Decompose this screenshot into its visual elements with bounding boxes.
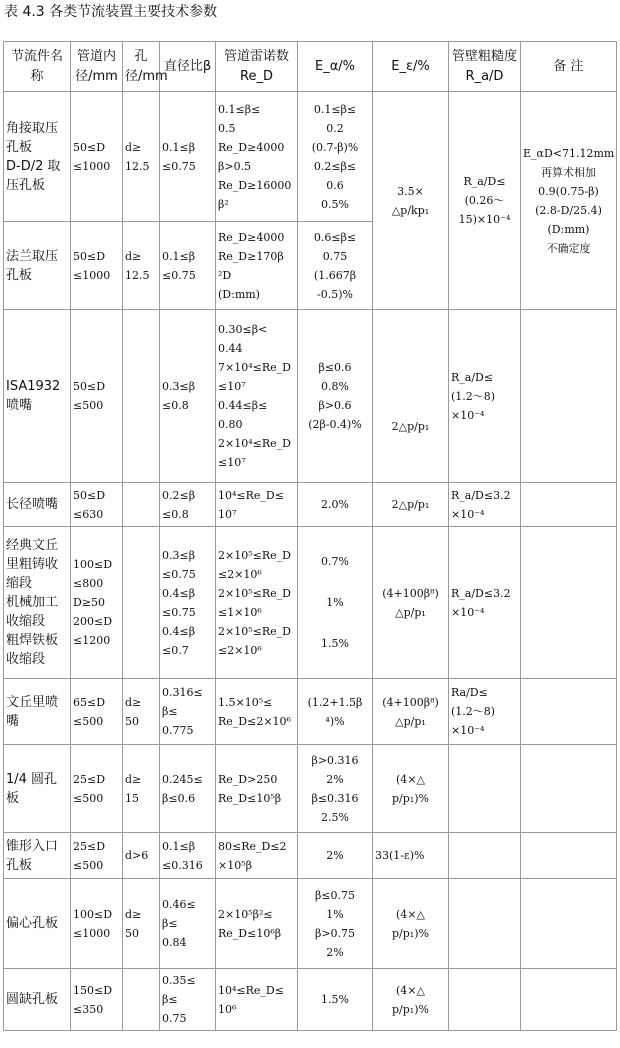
cell-roughness [449, 745, 521, 833]
cell-line: 15)×10⁻⁴ [458, 213, 511, 226]
cell-line: ≤2×10⁶ [218, 567, 262, 581]
cell-line: ≤500 [73, 791, 104, 805]
cell-line: (1.2+1.5β [307, 695, 363, 709]
cell-line: 0.44≤β≤ [218, 399, 268, 412]
cell-line: ≤1000 [73, 159, 111, 173]
cell-line: 1% [326, 907, 344, 921]
header-row [4, 42, 617, 92]
cell-e-epsilon [373, 833, 449, 879]
cell-line: 0.6 [326, 178, 344, 192]
cell-line: 0.7% [321, 555, 349, 568]
header-note: 备 注 [521, 42, 617, 92]
cell-note [521, 483, 617, 527]
cell-line: ×10⁻⁴ [451, 507, 485, 521]
header-reynolds: 管道雷诺数Re_D [216, 42, 298, 92]
cell-line: 压孔板 [6, 177, 46, 193]
cell-bore [123, 92, 160, 222]
cell-line: 圆缺孔板 [6, 992, 59, 1007]
cell-line: Re_D≥170β [218, 249, 284, 263]
table-row [4, 679, 617, 745]
cell-line: 0.4≤β [162, 624, 196, 638]
cell-line: β>0.5 [218, 159, 252, 173]
cell-line: 50≤D [73, 488, 106, 502]
cell-line: β>0.6 [318, 399, 352, 412]
cell-bore [123, 527, 160, 679]
cell-line: (1.2～8) [451, 389, 496, 403]
cell-e-alpha [298, 310, 373, 483]
cell-line: 0.5% [321, 197, 349, 211]
cell-line: ×10⁵β [218, 858, 252, 872]
cell-e-epsilon [373, 527, 449, 679]
cell-line: (0.7-β)% [311, 140, 359, 154]
cell-line: -0.5)% [317, 287, 353, 301]
cell-line: 0.4≤β [162, 586, 196, 600]
cell-line: 收缩段 [6, 614, 46, 629]
cell-roughness [449, 969, 521, 1031]
cell-line: 0.8% [321, 380, 349, 393]
cell-e-epsilon [373, 92, 449, 310]
cell-line: 65≤D [73, 695, 106, 709]
cell-line: ≤0.316 [162, 858, 203, 872]
cell-line: β≤ [162, 917, 178, 930]
cell-line: (1.667β [313, 268, 357, 282]
cell-bore [123, 969, 160, 1031]
cell-line: 80≤Re_D≤2 [218, 839, 287, 853]
cell-line: 2×10⁴≤Re_D [218, 437, 291, 450]
cell-line: 0.2≤β [162, 488, 196, 502]
cell-line: ≤0.8 [162, 507, 189, 521]
cell-roughness [449, 879, 521, 969]
cell-name [4, 92, 71, 222]
header-roughness: 管壁粗糙度 R_a/D [449, 42, 521, 92]
cell-line: 0.1≤β [162, 140, 196, 154]
cell-pipe-diameter [71, 969, 123, 1031]
cell-line: ⁴)% [325, 714, 345, 728]
cell-beta [160, 527, 216, 679]
cell-pipe-diameter [71, 879, 123, 969]
cell-line: Re_D≤10⁵β [218, 791, 282, 805]
cell-line: d≥ [125, 140, 142, 154]
cell-line: 2% [326, 772, 344, 786]
cell-line: ≤1000 [73, 268, 111, 282]
cell-line: ≤0.75 [162, 159, 196, 173]
cell-line: 50≤D [73, 380, 106, 393]
cell-reynolds [216, 879, 298, 969]
cell-line: 0.6≤β≤ [313, 230, 357, 244]
cell-note [521, 969, 617, 1031]
cell-line: 10⁶ [218, 1002, 237, 1016]
cell-name [4, 745, 71, 833]
cell-line: 12.5 [125, 268, 150, 282]
cell-line: 1.5×10⁵≤ [218, 695, 273, 709]
cell-line: 2% [326, 849, 344, 862]
cell-line: 嘴 [6, 713, 20, 729]
cell-e-epsilon [373, 879, 449, 969]
cell-note [521, 310, 617, 483]
cell-roughness [449, 92, 521, 310]
cell-name [4, 222, 71, 310]
cell-bore [123, 679, 160, 745]
cell-line: ≤350 [73, 1002, 104, 1016]
cell-line: △p/kp₁ [391, 203, 430, 217]
cell-roughness [449, 679, 521, 745]
cell-line: 10⁴≤Re_D≤ [218, 983, 284, 997]
cell-line: 2×10⁵≤Re_D [218, 548, 291, 562]
cell-line: ≤0.7 [162, 643, 189, 657]
cell-line: 0.1≤β≤ [313, 102, 357, 116]
cell-line: ≤0.8 [162, 399, 189, 412]
cell-line: 100≤D [73, 907, 113, 921]
cell-reynolds [216, 833, 298, 879]
cell-line: 0.245≤ [162, 772, 203, 786]
cell-e-epsilon [373, 679, 449, 745]
cell-line: 2×10⁵≤Re_D [218, 624, 291, 638]
cell-line: β≤ [162, 993, 178, 1006]
table-row [4, 833, 617, 879]
cell-line: (D:mm) [218, 287, 260, 301]
cell-roughness [449, 833, 521, 879]
cell-line: 再算术相加 [541, 165, 596, 179]
header-e-epsilon: E_ε/% [373, 42, 449, 92]
cell-line: ≤500 [73, 714, 104, 728]
cell-beta [160, 879, 216, 969]
cell-line: 1.5% [321, 993, 349, 1006]
cell-note [521, 745, 617, 833]
cell-name [4, 527, 71, 679]
cell-note [521, 833, 617, 879]
cell-line: β≤ [162, 705, 178, 718]
cell-line: p/p₁)% [392, 1002, 429, 1016]
cell-line: 0.1≤β [162, 249, 196, 263]
technical-parameters-table [3, 41, 617, 1031]
cell-line: p/p₁)% [392, 791, 429, 805]
cell-line: β≤0.75 [314, 888, 356, 902]
cell-line: 2×10⁵β²≤ [218, 907, 273, 921]
cell-line: 不确定度 [546, 241, 591, 255]
cell-line: β² [218, 197, 229, 211]
cell-line: ≤1000 [73, 926, 111, 940]
cell-beta [160, 222, 216, 310]
cell-pipe-diameter [71, 483, 123, 527]
cell-line: 长径喷嘴 [6, 497, 59, 512]
cell-line: 25≤D [73, 772, 106, 786]
cell-bore [123, 879, 160, 969]
cell-line: 锥形入口 [6, 838, 59, 854]
cell-line: β>0.316 [311, 753, 359, 767]
cell-line: ≤0.75 [162, 567, 196, 581]
cell-line: ≤1×10⁶ [218, 605, 262, 619]
header-beta: 直径比β [160, 42, 216, 92]
cell-line: 缩段 [6, 576, 33, 591]
cell-line: (2.8-D/25.4) [535, 203, 602, 217]
cell-reynolds [216, 222, 298, 310]
cell-note [521, 679, 617, 745]
cell-e-alpha [298, 222, 373, 310]
cell-line: Re_D≤10⁶β [218, 926, 282, 940]
cell-line: d≥ [125, 772, 142, 786]
cell-pipe-diameter [71, 527, 123, 679]
cell-roughness [449, 310, 521, 483]
cell-bore [123, 222, 160, 310]
cell-line: (0.26～ [464, 194, 505, 207]
cell-line: Re_D≤2×10⁶ [218, 714, 291, 728]
cell-line: E_αD<71.12mm [523, 146, 615, 160]
cell-line: R_a/D≤ [463, 175, 506, 188]
cell-line: 2.5% [321, 810, 349, 824]
cell-e-epsilon [373, 969, 449, 1031]
cell-reynolds [216, 92, 298, 222]
cell-line: ×10⁻⁴ [451, 605, 485, 619]
cell-line: d>6 [125, 849, 149, 862]
cell-line: ≤1200 [73, 634, 111, 647]
cell-line: R_a/D≤3.2 [451, 586, 511, 600]
cell-line: D≥50 [73, 596, 106, 609]
table-row [4, 310, 617, 483]
cell-e-alpha [298, 745, 373, 833]
cell-line: 0.46≤ [162, 898, 196, 911]
cell-pipe-diameter [71, 679, 123, 745]
cell-line: 2.0% [321, 498, 349, 511]
cell-line: ≤0.75 [162, 605, 196, 619]
cell-line: 文丘里喷 [6, 694, 59, 710]
cell-line: 0.84 [162, 936, 187, 949]
cell-line: 100≤D [73, 558, 113, 571]
cell-line: Re_D≥16000 [218, 178, 292, 192]
cell-beta [160, 833, 216, 879]
cell-line: ≤500 [73, 858, 104, 872]
cell-line: 10⁷ [218, 507, 237, 521]
cell-line: 0.1≤β [162, 839, 196, 853]
cell-e-alpha [298, 879, 373, 969]
cell-line: 法兰取压 [6, 248, 59, 264]
cell-line: 2×10⁵≤Re_D [218, 586, 291, 600]
cell-line: R_a/D≤ [451, 370, 494, 384]
cell-line: ×10⁻⁴ [451, 724, 485, 737]
cell-line: ×10⁻⁴ [451, 408, 485, 422]
cell-line: 0.80 [218, 418, 243, 431]
cell-reynolds [216, 969, 298, 1031]
cell-pipe-diameter [71, 310, 123, 483]
cell-e-epsilon [373, 745, 449, 833]
cell-line: Re_D>250 [218, 772, 278, 786]
cell-line: ≤10⁷ [218, 456, 246, 469]
cell-bore [123, 483, 160, 527]
cell-line: 0.75 [162, 1012, 187, 1025]
cell-line: 0.2≤β≤ [313, 159, 357, 173]
cell-line: Re_D≥4000 [218, 140, 285, 154]
cell-line: 机械加工 [6, 595, 59, 610]
cell-line: 0.30≤β< [218, 323, 268, 336]
cell-line: 0.1≤β≤ [218, 102, 261, 116]
cell-line: ISA1932 [6, 379, 61, 394]
cell-line: 孔板 [6, 139, 33, 155]
cell-note [521, 92, 617, 310]
cell-line: R_a/D≤3.2 [451, 488, 511, 502]
cell-line: 50 [125, 926, 139, 940]
cell-line: d≥ [125, 907, 142, 921]
cell-line: (1.2～8) [451, 705, 496, 718]
cell-line: 偏心孔板 [6, 916, 59, 931]
cell-line: 0.3≤β [162, 380, 196, 393]
cell-line: 喷嘴 [6, 398, 33, 413]
cell-name [4, 969, 71, 1031]
header-name: 节流件名称 [4, 42, 71, 92]
cell-line: ≤630 [73, 507, 104, 521]
header-pipe-diameter: 管道内径/mm [71, 42, 123, 92]
cell-line: 2△p/p₁ [391, 498, 430, 511]
cell-line: β≤0.6 [162, 791, 196, 805]
cell-name [4, 879, 71, 969]
cell-beta [160, 92, 216, 222]
cell-line: 0.35≤ [162, 974, 196, 987]
cell-e-alpha [298, 679, 373, 745]
cell-name [4, 833, 71, 879]
cell-line: ≤500 [73, 399, 104, 412]
cell-line: (4×△ [396, 772, 425, 786]
cell-line: 0.75 [322, 249, 348, 263]
cell-bore [123, 745, 160, 833]
cell-line: 收缩段 [6, 652, 46, 667]
cell-reynolds [216, 310, 298, 483]
cell-e-epsilon [373, 310, 449, 483]
cell-line: 0.2 [326, 121, 344, 135]
cell-line: 2△p/p₁ [391, 420, 430, 433]
cell-line: p/p₁)% [392, 926, 429, 940]
cell-beta [160, 483, 216, 527]
cell-pipe-diameter [71, 222, 123, 310]
cell-line: ≤10⁷ [218, 380, 246, 393]
cell-line: 25≤D [73, 839, 106, 853]
table-row [4, 969, 617, 1031]
cell-line: d≥ [125, 249, 142, 263]
cell-line: 0.44 [218, 342, 243, 355]
cell-e-epsilon [373, 483, 449, 527]
cell-note [521, 527, 617, 679]
cell-line: 50≤D [73, 249, 106, 263]
cell-line: 1% [326, 596, 344, 609]
cell-line: (4×△ [396, 983, 425, 997]
cell-line: 12.5 [125, 159, 150, 173]
cell-line: 2% [326, 945, 344, 959]
cell-line: 0.9(0.75-β) [538, 184, 599, 198]
cell-line: ≤800 [73, 577, 104, 590]
cell-pipe-diameter [71, 833, 123, 879]
cell-line: △p/p₁ [395, 714, 426, 728]
cell-line: 1/4 圆孔 [6, 771, 58, 787]
cell-roughness [449, 483, 521, 527]
cell-line: 孔板 [6, 267, 33, 283]
cell-line: ≤0.75 [162, 268, 196, 282]
cell-bore [123, 833, 160, 879]
table-row [4, 745, 617, 833]
cell-name [4, 679, 71, 745]
cell-beta [160, 969, 216, 1031]
cell-line: 3.5× [397, 184, 424, 198]
cell-line: β≤0.316 [311, 791, 359, 805]
cell-line: 粗焊铁板 [6, 633, 59, 648]
cell-beta [160, 310, 216, 483]
cell-line: 板 [6, 790, 20, 806]
cell-line: 经典文丘 [6, 538, 59, 553]
cell-line: 1.5% [321, 637, 349, 650]
cell-line: 0.316≤ [162, 686, 203, 699]
cell-line: 0.5 [218, 121, 236, 135]
cell-line: 0.3≤β [162, 548, 196, 562]
cell-line: d≥ [125, 695, 142, 709]
cell-line: 7×10⁴≤Re_D [218, 361, 291, 374]
cell-roughness [449, 527, 521, 679]
cell-line: 33(1-ε)% [375, 849, 425, 862]
cell-line: 10⁴≤Re_D≤ [218, 488, 284, 502]
cell-name [4, 310, 71, 483]
cell-line: 50 [125, 714, 139, 728]
cell-pipe-diameter [71, 92, 123, 222]
cell-line: β≤0.6 [318, 361, 352, 374]
cell-e-alpha [298, 969, 373, 1031]
cell-line: D-D/2 取 [6, 158, 61, 174]
cell-reynolds [216, 745, 298, 833]
cell-line: 0.775 [162, 724, 194, 737]
cell-beta [160, 745, 216, 833]
table-row [4, 92, 617, 222]
cell-e-alpha [298, 483, 373, 527]
cell-bore [123, 310, 160, 483]
cell-line: △p/p₁ [395, 605, 426, 619]
table-row [4, 483, 617, 527]
cell-e-alpha [298, 527, 373, 679]
cell-line: 150≤D [73, 983, 113, 997]
table-row [4, 879, 617, 969]
cell-line: Re_D≥4000 [218, 230, 285, 244]
cell-line: Ra/D≤ [451, 686, 488, 699]
cell-line: (4+100β⁸) [382, 586, 439, 600]
cell-line: (2β-0.4)% [308, 418, 362, 431]
header-bore: 孔径/mm [123, 42, 160, 92]
cell-reynolds [216, 483, 298, 527]
cell-pipe-diameter [71, 745, 123, 833]
cell-line: (4×△ [396, 907, 425, 921]
header-e-alpha: E_α/% [298, 42, 373, 92]
cell-line: 角接取压 [6, 120, 59, 136]
cell-line: ≤2×10⁶ [218, 643, 262, 657]
cell-line: 200≤D [73, 615, 113, 628]
cell-line: 里粗铸收 [6, 557, 59, 572]
cell-line: ²D [218, 268, 232, 282]
cell-note [521, 879, 617, 969]
cell-beta [160, 679, 216, 745]
cell-line: (D:mm) [547, 222, 590, 236]
cell-reynolds [216, 679, 298, 745]
cell-reynolds [216, 527, 298, 679]
table-caption: 表 4.3 各类节流装置主要技术参数 [4, 4, 218, 20]
cell-name [4, 483, 71, 527]
cell-line: (4+100β⁸) [382, 695, 439, 709]
cell-line: β>0.75 [314, 926, 356, 940]
cell-e-alpha [298, 833, 373, 879]
cell-line: 50≤D [73, 140, 106, 154]
table-row [4, 527, 617, 679]
cell-line: 15 [125, 791, 139, 805]
cell-e-alpha [298, 92, 373, 222]
cell-line: 孔板 [6, 857, 33, 873]
